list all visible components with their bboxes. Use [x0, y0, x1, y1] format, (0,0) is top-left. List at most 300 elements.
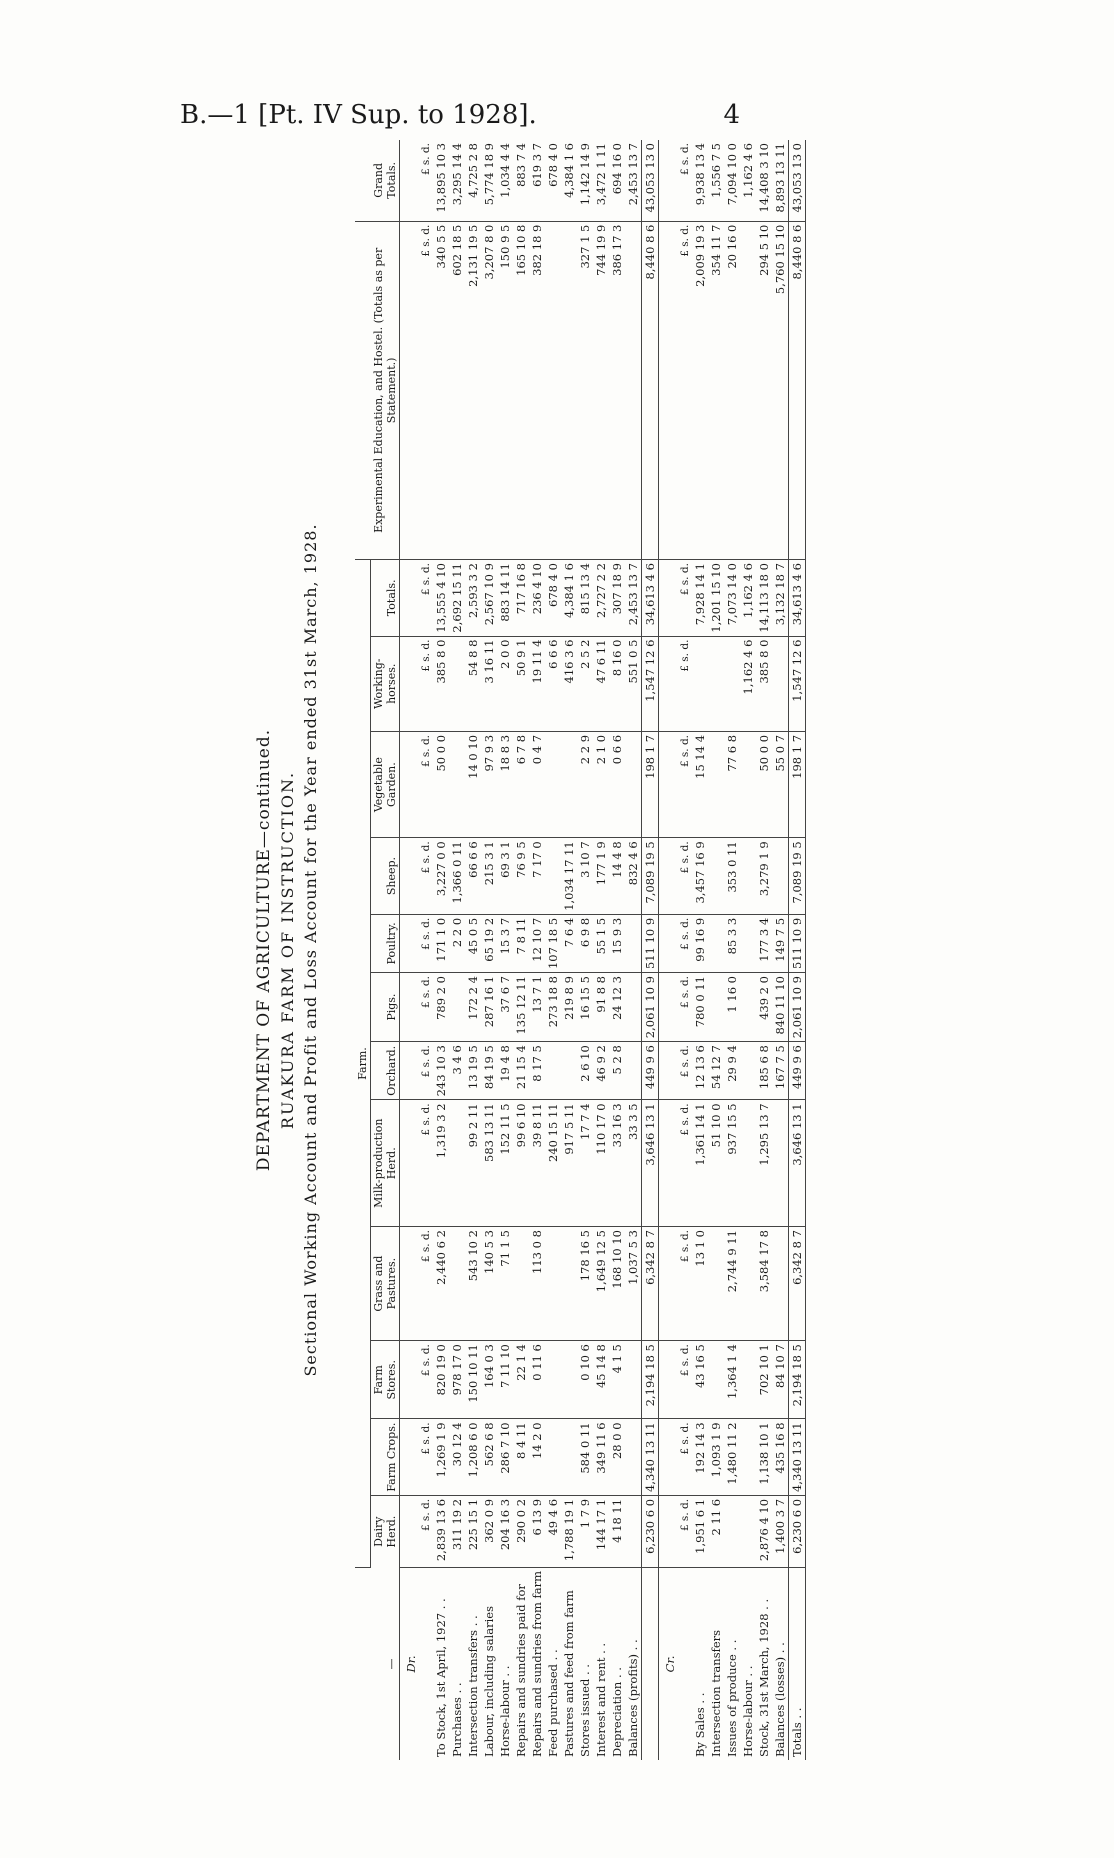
amount-cell [740, 914, 756, 972]
amount-cell: 43,053 13 0 [642, 140, 659, 221]
amount-cell: 286 7 10 [497, 1419, 513, 1496]
table-row [449, 140, 465, 1760]
units-cell: £ s. d. [678, 838, 692, 915]
amount-cell: 386 17 3 [609, 221, 625, 559]
amount-cell: 2,194 18 5 [789, 1341, 806, 1419]
amount-cell: 84 19 5 [481, 1042, 497, 1100]
amount-cell: 91 8 8 [593, 973, 609, 1042]
amount-cell: 15 14 4 [692, 731, 708, 837]
amount-cell [449, 973, 465, 1042]
amount-cell [708, 973, 724, 1042]
amount-cell: 327 1 5 [577, 221, 593, 559]
amount-cell [740, 1227, 756, 1341]
totals-row [789, 140, 806, 1760]
units-cell: £ s. d. [678, 221, 692, 559]
amount-cell: 4,384 1 6 [561, 560, 577, 637]
amount-cell: 51 10 0 [708, 1100, 724, 1227]
amount-cell: 7,073 14 0 [724, 560, 740, 637]
amount-cell: 3 10 7 [577, 838, 593, 915]
empty-cell [659, 1227, 679, 1341]
farm-group-header: Farm. [355, 560, 371, 1568]
amount-cell: 2,440 6 2 [433, 1227, 449, 1341]
amount-cell: 789 2 0 [433, 973, 449, 1042]
amount-cell: 702 10 1 [756, 1341, 772, 1419]
units-label-cell [419, 1567, 433, 1760]
amount-cell [561, 1341, 577, 1419]
units-cell: £ s. d. [419, 1227, 433, 1341]
amount-cell: 12 10 7 [529, 914, 545, 972]
department-title: DEPARTMENT OF AGRICULTURE—continued. [254, 728, 274, 1172]
units-cell: £ s. d. [419, 731, 433, 837]
amount-cell [545, 1042, 561, 1100]
col-header-experimental: Experimental Education, and Hostel. (Totals as per Statement.) [355, 221, 400, 559]
amount-cell: 353 0 11 [724, 838, 740, 915]
amount-cell [708, 914, 724, 972]
amount-cell [449, 1227, 465, 1341]
amount-cell: 7 11 10 [497, 1341, 513, 1419]
amount-cell [625, 1495, 642, 1567]
col-header: Totals. [371, 560, 400, 637]
amount-cell: 6,342 8 7 [642, 1227, 659, 1341]
amount-cell: 43 16 5 [692, 1341, 708, 1419]
empty-cell [659, 1495, 679, 1567]
amount-cell: 439 2 0 [756, 973, 772, 1042]
amount-cell [740, 838, 756, 915]
amount-cell: 50 9 1 [513, 636, 529, 731]
amount-cell [708, 731, 724, 837]
units-cell: £ s. d. [678, 1100, 692, 1227]
amount-cell: 780 0 11 [692, 973, 708, 1042]
document-reference: B.—1 [Pt. IV Sup. to 1928]. [180, 100, 537, 130]
amount-cell: 198 1 7 [789, 731, 806, 837]
amount-cell: 6 7 8 [513, 731, 529, 837]
col-header: Orchard. [371, 1042, 400, 1100]
amount-cell: 43,053 13 0 [789, 140, 806, 221]
amount-cell: 6 6 6 [545, 636, 561, 731]
amount-cell: 2,839 13 6 [433, 1495, 449, 1567]
amount-cell: 294 5 10 [756, 221, 772, 559]
amount-cell: 2,876 4 10 [756, 1495, 772, 1567]
amount-cell: 13 1 0 [692, 1227, 708, 1341]
amount-cell: 17 7 4 [577, 1100, 593, 1227]
amount-cell: 140 5 3 [481, 1227, 497, 1341]
farm-title: RUAKURA FARM OF INSTRUCTION. [278, 770, 297, 1130]
amount-cell: 6,230 6 0 [642, 1495, 659, 1567]
amount-cell [625, 1341, 642, 1419]
units-cell: £ s. d. [419, 1100, 433, 1227]
amount-cell: 3,227 0 0 [433, 838, 449, 915]
amount-cell: 584 0 11 [577, 1419, 593, 1496]
amount-cell [772, 636, 789, 731]
amount-cell: 2,061 10 9 [789, 973, 806, 1042]
amount-cell: 1,162 4 6 [740, 140, 756, 221]
units-row [419, 140, 433, 1760]
empty-cell [400, 914, 420, 972]
table-row [545, 140, 561, 1760]
amount-cell: 177 1 9 [593, 838, 609, 915]
row-label: Labour, including salaries [482, 1606, 496, 1757]
amount-cell: 678 4 0 [545, 140, 561, 221]
amount-cell: 1,547 12 6 [789, 636, 806, 731]
col-header: Working-horses. [371, 636, 400, 731]
amount-cell: 144 17 1 [593, 1495, 609, 1567]
amount-cell: 2,727 2 2 [593, 560, 609, 637]
amount-cell: 2 1 0 [593, 731, 609, 837]
amount-cell: 13 7 1 [529, 973, 545, 1042]
empty-cell [659, 560, 679, 637]
col-header: Farm Stores. [371, 1341, 400, 1419]
amount-cell: 883 7 4 [513, 140, 529, 221]
amount-cell: 215 3 1 [481, 838, 497, 915]
amount-cell: 1,364 1 4 [724, 1341, 740, 1419]
amount-cell: 13,555 4 10 [433, 560, 449, 637]
amount-cell: 2,453 13 7 [625, 140, 642, 221]
amount-cell: 2,194 18 5 [642, 1341, 659, 1419]
empty-cell [659, 838, 679, 915]
table-row [593, 140, 609, 1760]
row-label: Balances (losses) . . [773, 1642, 787, 1757]
amount-cell: 340 5 5 [433, 221, 449, 559]
amount-cell: 2 0 0 [497, 636, 513, 731]
amount-cell: 14 0 10 [465, 731, 481, 837]
account-title: Sectional Working Account and Profit and Loss Account for the Year ended 31st March, 1928. [301, 523, 320, 1377]
amount-cell: 1,400 3 7 [772, 1495, 789, 1567]
row-label: By Sales . . [693, 1692, 707, 1757]
amount-cell: 511 10 9 [789, 914, 806, 972]
amount-cell: 4 18 11 [609, 1495, 625, 1567]
amount-cell: 55 1 5 [593, 914, 609, 972]
amount-cell [692, 636, 708, 731]
section-heading-row [400, 140, 420, 1760]
empty-cell [659, 1042, 679, 1100]
amount-cell: 385 8 0 [756, 636, 772, 731]
units-cell: £ s. d. [419, 1419, 433, 1496]
col-header: Farm Crops. [371, 1419, 400, 1496]
amount-cell: 14,408 3 10 [756, 140, 772, 221]
empty-cell [659, 1419, 679, 1496]
col-header: Vegetable Garden. [371, 731, 400, 837]
amount-cell: 54 12 7 [708, 1042, 724, 1100]
amount-cell: 1,951 6 1 [692, 1495, 708, 1567]
empty-cell [659, 636, 679, 731]
amount-cell [449, 636, 465, 731]
table-row [692, 140, 708, 1760]
amount-cell: 7,928 14 1 [692, 560, 708, 637]
units-cell: £ s. d. [419, 914, 433, 972]
amount-cell: 54 8 8 [465, 636, 481, 731]
amount-cell: 1,361 14 1 [692, 1100, 708, 1227]
amount-cell: 7 17 0 [529, 838, 545, 915]
empty-cell [400, 731, 420, 837]
amount-cell: 13,895 10 3 [433, 140, 449, 221]
units-cell: £ s. d. [678, 1419, 692, 1496]
amount-cell: 0 10 6 [577, 1341, 593, 1419]
amount-cell: 1,295 13 7 [756, 1100, 772, 1227]
amount-cell: 135 12 11 [513, 973, 529, 1042]
empty-cell [659, 973, 679, 1042]
amount-cell: 4,340 13 11 [789, 1419, 806, 1496]
amount-cell: 3,457 16 9 [692, 838, 708, 915]
row-label: Feed purchased . . [546, 1649, 560, 1757]
amount-cell: 694 16 0 [609, 140, 625, 221]
units-cell: £ s. d. [678, 1227, 692, 1341]
amount-cell: 1,208 6 0 [465, 1419, 481, 1496]
table-row [561, 140, 577, 1760]
amount-cell [561, 1227, 577, 1341]
units-cell: £ s. d. [419, 838, 433, 915]
amount-cell [740, 1042, 756, 1100]
amount-cell: 76 9 5 [513, 838, 529, 915]
table-row [708, 140, 724, 1760]
table-row [481, 140, 497, 1760]
amount-cell: 1 16 0 [724, 973, 740, 1042]
amount-cell: 46 9 2 [593, 1042, 609, 1100]
amount-cell: 354 11 7 [708, 221, 724, 559]
amount-cell: 287 16 1 [481, 973, 497, 1042]
amount-cell [740, 973, 756, 1042]
empty-cell [400, 838, 420, 915]
amount-cell: 3,646 13 1 [642, 1100, 659, 1227]
section-heading: Dr. [404, 1655, 418, 1673]
amount-cell: 50 0 0 [433, 731, 449, 837]
table-row [465, 140, 481, 1760]
amount-cell: 1,201 15 10 [708, 560, 724, 637]
amount-cell: 8,440 8 6 [789, 221, 806, 559]
amount-cell: 4,384 1 6 [561, 140, 577, 221]
table-row [756, 140, 772, 1760]
amount-cell: 3,295 14 4 [449, 140, 465, 221]
amount-cell: 678 4 0 [545, 560, 561, 637]
amount-cell: 20 16 0 [724, 221, 740, 559]
amount-cell [625, 973, 642, 1042]
amount-cell: 1,556 7 5 [708, 140, 724, 221]
empty-cell [400, 140, 420, 221]
amount-cell: 511 10 9 [642, 914, 659, 972]
amount-cell [513, 1227, 529, 1341]
col-header: Milk-production Herd. [371, 1100, 400, 1227]
units-label-cell [678, 1567, 692, 1760]
amount-cell: 562 6 8 [481, 1419, 497, 1496]
amount-cell [740, 1100, 756, 1227]
table-row [740, 140, 756, 1760]
table-row [433, 140, 449, 1760]
amount-cell: 1,037 5 3 [625, 1227, 642, 1341]
amount-cell: 107 18 5 [545, 914, 561, 972]
empty-cell [659, 731, 679, 837]
amount-cell: 8 16 0 [609, 636, 625, 731]
amount-cell: 2,744 9 11 [724, 1227, 740, 1341]
amount-cell: 6,342 8 7 [789, 1227, 806, 1341]
amount-cell: 236 4 10 [529, 560, 545, 637]
amount-cell: 551 0 5 [625, 636, 642, 731]
empty-cell [659, 1100, 679, 1227]
amount-cell [449, 731, 465, 837]
col-header: Grass and Pastures. [371, 1227, 400, 1341]
amount-cell: 385 8 0 [433, 636, 449, 731]
units-cell: £ s. d. [419, 1042, 433, 1100]
amount-cell: 2 6 10 [577, 1042, 593, 1100]
row-label: Horse-labour . . [741, 1665, 755, 1757]
amount-cell: 9,938 13 4 [692, 140, 708, 221]
row-label: Repairs and sundries paid for [514, 1584, 528, 1757]
amount-cell: 84 10 7 [772, 1341, 789, 1419]
amount-cell: 34,613 4 6 [642, 560, 659, 637]
page-header [180, 100, 740, 130]
amount-cell [740, 1419, 756, 1496]
table-row [529, 140, 545, 1760]
amount-cell: 5 2 8 [609, 1042, 625, 1100]
account-table [355, 140, 806, 1760]
amount-cell: 28 0 0 [609, 1419, 625, 1496]
units-cell: £ s. d. [678, 914, 692, 972]
table-row [577, 140, 593, 1760]
amount-cell: 13 19 5 [465, 1042, 481, 1100]
amount-cell: 47 6 11 [593, 636, 609, 731]
amount-cell: 978 17 0 [449, 1341, 465, 1419]
amount-cell: 8 17 5 [529, 1042, 545, 1100]
amount-cell [740, 221, 756, 559]
amount-cell: 185 6 8 [756, 1042, 772, 1100]
amount-cell: 99 16 9 [692, 914, 708, 972]
section-heading-row [659, 140, 679, 1760]
table-row [513, 140, 529, 1760]
amount-cell: 815 13 4 [577, 560, 593, 637]
amount-cell: 34,613 4 6 [789, 560, 806, 637]
amount-cell: 2,593 3 2 [465, 560, 481, 637]
amount-cell [708, 1227, 724, 1341]
units-cell: £ s. d. [678, 1495, 692, 1567]
amount-cell [772, 1100, 789, 1227]
empty-cell [400, 1495, 420, 1567]
amount-cell: 1,093 1 9 [708, 1419, 724, 1496]
row-label: Totals . . [789, 1567, 806, 1760]
amount-cell: 3,472 1 11 [593, 140, 609, 221]
amount-cell: 3,279 1 9 [756, 838, 772, 915]
table-row [625, 140, 642, 1760]
units-cell: £ s. d. [678, 636, 692, 731]
amount-cell: 435 16 8 [772, 1419, 789, 1496]
amount-cell: 149 7 5 [772, 914, 789, 972]
amount-cell: 45 0 5 [465, 914, 481, 972]
amount-cell: 24 12 3 [609, 973, 625, 1042]
amount-cell: 583 13 11 [481, 1100, 497, 1227]
amount-cell: 543 10 2 [465, 1227, 481, 1341]
amount-cell: 449 9 6 [789, 1042, 806, 1100]
row-label: Horse-labour . . [498, 1665, 512, 1757]
row-label: Pastures and feed from farm [562, 1590, 576, 1757]
amount-cell [545, 731, 561, 837]
amount-cell: 2 2 9 [577, 731, 593, 837]
empty-cell [400, 1419, 420, 1496]
col-header-grand-totals: Grand Totals. [355, 140, 400, 221]
amount-cell [561, 221, 577, 559]
amount-cell: 1,319 3 2 [433, 1100, 449, 1227]
row-label: To Stock, 1st April, 1927 . . [434, 1598, 448, 1757]
units-cell: £ s. d. [419, 973, 433, 1042]
units-cell: £ s. d. [419, 140, 433, 221]
units-cell: £ s. d. [419, 560, 433, 637]
row-label: Intersection transfers [709, 1629, 723, 1757]
units-cell: £ s. d. [419, 221, 433, 559]
amount-cell [561, 1042, 577, 1100]
amount-cell: 3 16 11 [481, 636, 497, 731]
amount-cell: 152 11 5 [497, 1100, 513, 1227]
table-row [497, 140, 513, 1760]
amount-cell: 55 0 7 [772, 731, 789, 837]
amount-cell: 110 17 0 [593, 1100, 609, 1227]
empty-cell [400, 636, 420, 731]
amount-cell: 1,366 0 11 [449, 838, 465, 915]
amount-cell: 65 19 2 [481, 914, 497, 972]
amount-cell: 219 8 9 [561, 973, 577, 1042]
amount-cell: 8,440 8 6 [642, 221, 659, 559]
amount-cell [625, 731, 642, 837]
amount-cell: 50 0 0 [756, 731, 772, 837]
amount-cell: 29 9 4 [724, 1042, 740, 1100]
row-label: Balances (profits) . . [626, 1639, 640, 1757]
amount-cell: 168 10 10 [609, 1227, 625, 1341]
amount-cell [545, 221, 561, 559]
amount-cell: 3 4 6 [449, 1042, 465, 1100]
amount-cell: 717 16 8 [513, 560, 529, 637]
amount-cell: 4 1 5 [609, 1341, 625, 1419]
amount-cell: 1,034 4 4 [497, 140, 513, 221]
amount-cell: 937 15 5 [724, 1100, 740, 1227]
amount-cell: 71 1 5 [497, 1227, 513, 1341]
amount-cell: 14,113 18 0 [756, 560, 772, 637]
amount-cell: 18 8 3 [497, 731, 513, 837]
empty-cell [400, 973, 420, 1042]
table-row [609, 140, 625, 1760]
amount-cell: 15 3 7 [497, 914, 513, 972]
empty-cell [400, 1227, 420, 1341]
empty-cell [400, 560, 420, 637]
amount-cell [545, 1419, 561, 1496]
amount-cell [561, 1419, 577, 1496]
amount-cell: 416 3 6 [561, 636, 577, 731]
row-label: Intersection transfers . . [466, 1615, 480, 1757]
amount-cell: 243 10 3 [433, 1042, 449, 1100]
amount-cell [625, 1042, 642, 1100]
amount-cell: 6 9 8 [577, 914, 593, 972]
amount-cell: 178 16 5 [577, 1227, 593, 1341]
amount-cell: 165 10 8 [513, 221, 529, 559]
units-cell: £ s. d. [678, 560, 692, 637]
amount-cell [545, 1227, 561, 1341]
amount-cell: 307 18 9 [609, 560, 625, 637]
amount-cell: 2,453 13 7 [625, 560, 642, 637]
amount-cell: 1 7 9 [577, 1495, 593, 1567]
amount-cell: 22 1 4 [513, 1341, 529, 1419]
col-header: Poultry. [371, 914, 400, 972]
amount-cell: 1,649 12 5 [593, 1227, 609, 1341]
amount-cell: 1,162 4 6 [740, 560, 756, 637]
amount-cell: 113 0 8 [529, 1227, 545, 1341]
amount-cell [545, 1341, 561, 1419]
amount-cell: 14 4 8 [609, 838, 625, 915]
amount-cell: 15 9 3 [609, 914, 625, 972]
amount-cell: 14 2 0 [529, 1419, 545, 1496]
amount-cell: 3,207 8 0 [481, 221, 497, 559]
amount-cell [449, 1100, 465, 1227]
amount-cell [772, 1227, 789, 1341]
totals-row [642, 140, 659, 1760]
amount-cell [708, 636, 724, 731]
amount-cell: 1,162 4 6 [740, 636, 756, 731]
row-label: Depreciation . . [610, 1667, 624, 1757]
amount-cell: 362 0 9 [481, 1495, 497, 1567]
units-row [678, 140, 692, 1760]
